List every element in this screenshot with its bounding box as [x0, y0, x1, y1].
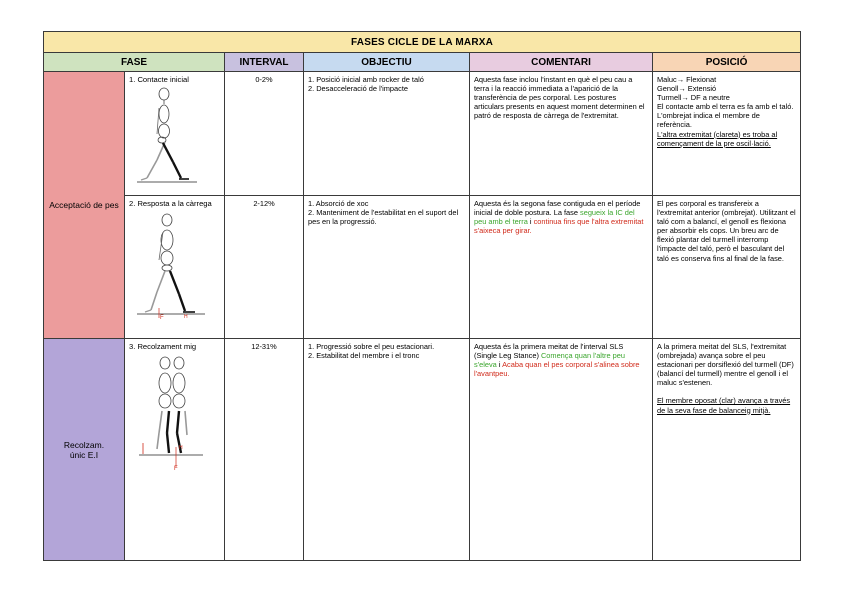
heel-label: H — [184, 314, 188, 320]
comentari-red-text: Acaba quan el pes corporal s'alinea sobre l'avantpeu. — [474, 360, 640, 379]
posicio-line: Turmell→ DF a neutre — [657, 93, 730, 103]
header-objectiu: OBJECTIU — [304, 53, 470, 72]
posicio-line: L'ombrejat indica el membre de referència. — [657, 111, 760, 130]
phase-cell-resposta-carrega — [125, 196, 225, 339]
gait-cycle-table — [43, 31, 801, 561]
group-acceptacio-label: Acceptació de pes — [49, 200, 119, 210]
objectiu-item: 2. Estabilitat del membre i el tronc — [308, 351, 420, 361]
posicio-text: A la primera meitat del SLS, l'extremitat (ombrejada) avança sobre el peu estacionari per dorsiflexió del turmell (DF) (balancí del turmell) mentre el genoll i el maluc s'estenen. — [657, 342, 794, 388]
comentari-conjunction: i — [496, 360, 503, 370]
phase-cell-contacte-inicial — [125, 72, 225, 196]
header-posicio: POSICIÓ — [653, 53, 801, 72]
comentari-resposta-carrega — [470, 196, 653, 339]
comentari-conjunction: i — [527, 217, 534, 227]
comentari-red-text: continua fins que l'altra extremitat s'aixeca per girar. — [474, 217, 644, 236]
comentari-text: Aquesta és la primera meitat de l'interval SLS (Single Leg Stance) — [474, 342, 624, 361]
force-label: F — [160, 315, 164, 321]
comentari-green-text: segueix la IC del peu amb el terra — [474, 208, 635, 227]
posicio-underlined-note: L'altra extremitat (clareta) es troba al començament de la pre oscil·lació. — [657, 129, 778, 148]
force-label: F — [174, 466, 178, 471]
group-recolzament-label-line1: Recolzam. — [63, 439, 105, 450]
phase-name: 1. Contacte inicial — [129, 75, 189, 84]
interval-contacte-inicial: 0-2% — [225, 72, 304, 196]
objectiu-recolzament-mig — [304, 339, 470, 561]
objectiu-resposta-carrega — [304, 196, 470, 339]
posicio-resposta-carrega: El pes corporal es transfereix a l'extremitat anterior (ombrejat). Utilitzant el taló com a balancí, el genoll es flexiona per absorbir els cops. Un breu arc de flexió plantar del turmell interromp l'impacte del taló, però el basculant del taló es conserva fins al final de la fase. — [653, 196, 801, 339]
walking-figure-contacte-inicial — [129, 86, 219, 186]
objectiu-item: 1. Posició inicial amb rocker de taló — [308, 75, 424, 84]
interval-resposta-carrega: 2-12% — [225, 196, 304, 339]
group-recolzament-unic — [44, 339, 125, 561]
phase-cell-recolzament-mig — [125, 339, 225, 561]
objectiu-item: 2. Manteniment de l'estabilitat en el suport del pes en la progressió. — [308, 208, 459, 227]
posicio-contacte-inicial — [653, 72, 801, 196]
spacer — [657, 387, 796, 396]
group-acceptacio-de-pes — [44, 72, 125, 339]
phase-name: 3. Recolzament mig — [129, 342, 197, 351]
comentari-contacte-inicial: Aquesta fase inclou l'instant en què el peu cau a terra i la reacció immediata a l'aparició de la transferència de pes corporal. Les postures articulars presents en aquest moment determinen el patró de resposta de càrrega de l'extremitat. — [470, 72, 653, 196]
posicio-line: El contacte amb el terra es fa amb el taló. — [657, 102, 794, 112]
group-recolzament-label-line2: únic E.I — [69, 449, 99, 460]
comentari-green-text: Comença quan l'altre peu s'eleva — [474, 351, 625, 370]
phase-name: 2. Resposta a la càrrega — [129, 199, 212, 208]
objectiu-item: 2. Desacceleració de l'impacte — [308, 84, 409, 94]
walking-figure-recolzament-mig — [129, 353, 219, 471]
header-fase: FASE — [44, 53, 225, 72]
table-title: FASES CICLE DE LA MARXA — [44, 32, 801, 53]
posicio-underlined-note: El membre oposat (clar) avança a través de la seva fase de balanceig mitjà. — [657, 396, 791, 415]
posicio-line: Genoll→ Extensió — [657, 84, 717, 94]
objectiu-item: 1. Absorció de xoc — [308, 199, 369, 208]
objectiu-contacte-inicial — [304, 72, 470, 196]
walking-figure-resposta-carrega — [129, 210, 219, 322]
posicio-recolzament-mig — [653, 339, 801, 561]
objectiu-item: 1. Progressió sobre el peu estacionari. — [308, 342, 435, 351]
posicio-line: Maluc→ Flexionat — [657, 75, 717, 84]
interval-recolzament-mig: 12-31% — [225, 339, 304, 561]
header-comentari: COMENTARI — [470, 53, 653, 72]
comentari-text: Aquesta és la segona fase contiguda en el període inicial de doble postura. La fase — [474, 199, 641, 218]
comentari-recolzament-mig — [470, 339, 653, 561]
header-interval: INTERVAL — [225, 53, 304, 72]
hip-label: H — [179, 445, 183, 451]
